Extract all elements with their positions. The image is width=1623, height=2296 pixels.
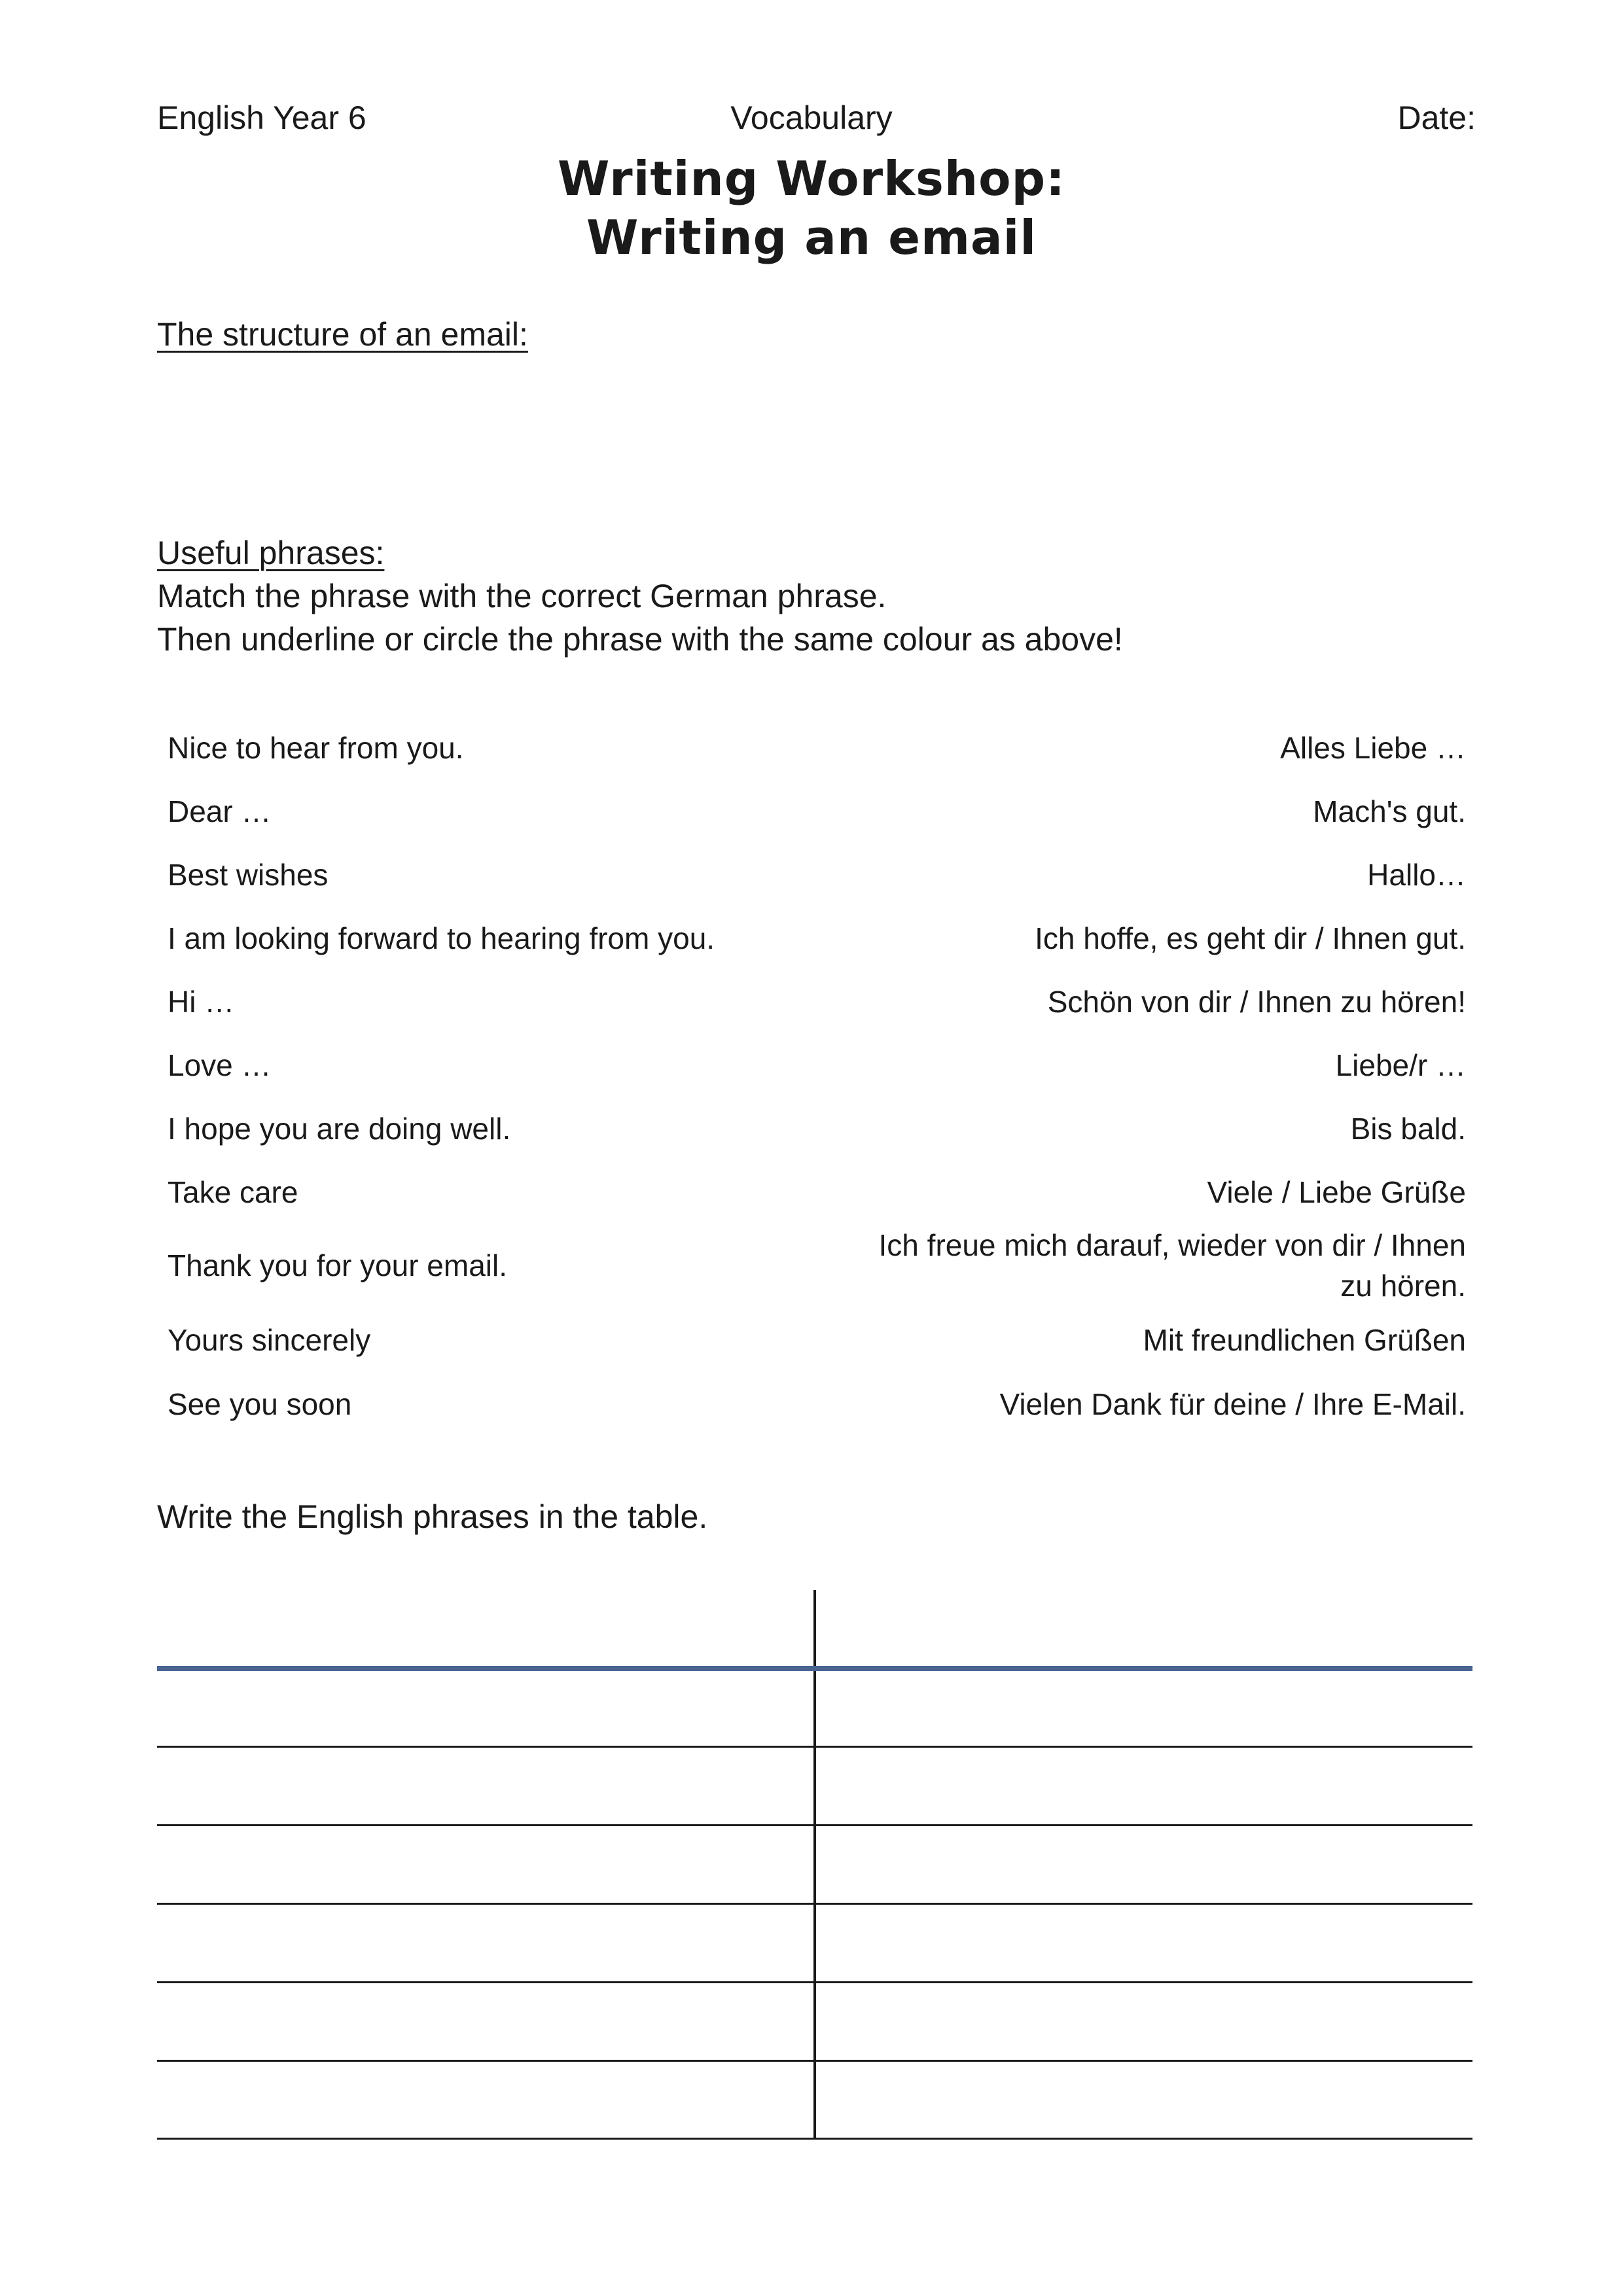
phrase-german[interactable]: Liebe/r … [1335, 1048, 1466, 1082]
answer-table [157, 1590, 1472, 2140]
instruction-underline: Then underline or circle the phrase with the same colour as above! [157, 621, 1123, 658]
page-title-line-1: Writing Workshop: [558, 151, 1065, 206]
phrase-german[interactable]: Schön von dir / Ihnen zu hören! [1047, 984, 1466, 1019]
useful-phrases-heading: Useful phrases: [157, 535, 385, 571]
phrase-row [168, 843, 1466, 906]
phrase-row [168, 1372, 1466, 1436]
table-column-divider [813, 1590, 816, 2140]
phrase-german[interactable]: Viele / Liebe Grüße [1207, 1174, 1466, 1209]
phrase-row [168, 779, 1466, 843]
phrase-english[interactable]: Hi … [168, 984, 235, 1019]
table-row-line [157, 2138, 1472, 2140]
phrase-english[interactable]: Love … [168, 1048, 272, 1082]
phrase-english[interactable]: Thank you for your email. [168, 1248, 508, 1282]
phrase-english[interactable]: I am looking forward to hearing from you. [168, 921, 715, 955]
table-instruction: Write the English phrases in the table. [157, 1498, 708, 1535]
phrase-german[interactable]: Alles Liebe … [1280, 731, 1466, 765]
phrase-german[interactable]: Mit freundlichen Grüßen [1143, 1322, 1466, 1357]
phrase-english[interactable]: Nice to hear from you. [168, 731, 464, 765]
phrase-german[interactable]: Bis bald. [1350, 1111, 1466, 1146]
phrase-row [168, 1307, 1466, 1372]
page-title-line-2: Writing an email [586, 210, 1037, 265]
phrase-match-list [168, 716, 1466, 1436]
phrase-row [168, 1160, 1466, 1224]
phrase-row [168, 1097, 1466, 1160]
table-header-line [157, 1666, 1472, 1671]
phrase-english[interactable]: Take care [168, 1174, 298, 1209]
phrase-german[interactable]: Ich hoffe, es geht dir / Ihnen gut. [1035, 921, 1466, 955]
phrase-german[interactable]: Hallo… [1367, 857, 1466, 892]
phrase-german[interactable]: Mach's gut. [1313, 794, 1466, 828]
structure-heading: The structure of an email: [157, 316, 528, 353]
header-subject: English Year 6 [157, 99, 366, 136]
header-date-label: Date: [1397, 99, 1476, 136]
phrase-english[interactable]: Yours sincerely [168, 1322, 371, 1357]
phrase-german[interactable]: Vielen Dank für deine / Ihre E-Mail. [999, 1386, 1466, 1421]
phrase-row [168, 906, 1466, 970]
header-topic: Vocabulary [730, 99, 893, 136]
phrase-english[interactable]: Dear … [168, 794, 272, 828]
phrase-english[interactable]: I hope you are doing well. [168, 1111, 511, 1146]
table-row-line [157, 2060, 1472, 2062]
phrase-english[interactable]: See you soon [168, 1386, 352, 1421]
table-row-line [157, 1981, 1472, 1983]
table-row-line [157, 1746, 1472, 1748]
phrase-row [168, 716, 1466, 779]
table-row-line [157, 1903, 1472, 1905]
phrase-row [168, 1033, 1466, 1097]
phrase-german[interactable]: Ich freue mich darauf, wieder von dir / Ihnen zu hören. [878, 1228, 1466, 1303]
instruction-match: Match the phrase with the correct German phrase. [157, 578, 887, 614]
phrase-row [168, 1224, 1466, 1307]
phrase-english[interactable]: Best wishes [168, 857, 329, 892]
phrase-row [168, 970, 1466, 1033]
table-row-line [157, 1824, 1472, 1826]
